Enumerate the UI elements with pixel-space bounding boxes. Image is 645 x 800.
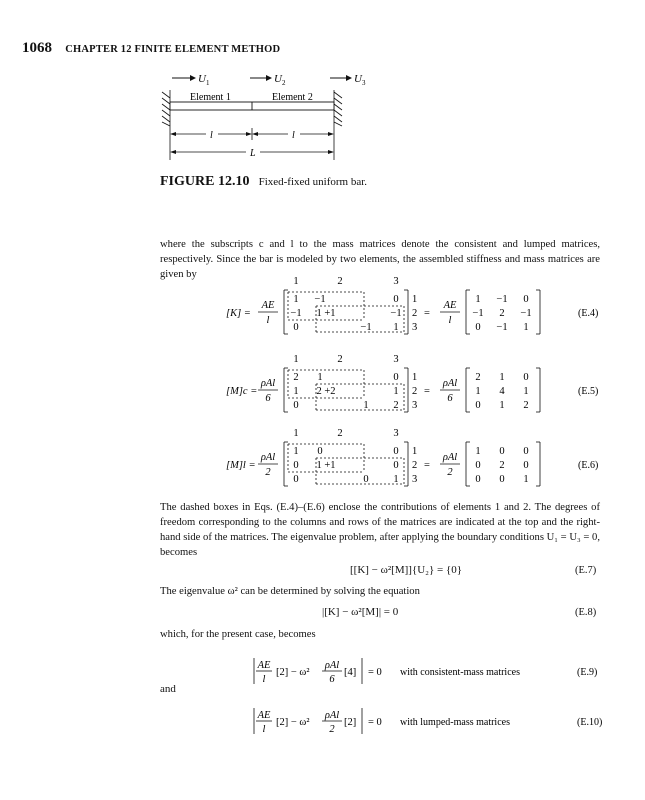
caption-text: Fixed-fixed uniform bar. bbox=[258, 176, 368, 188]
matrix-entry: 1 bbox=[293, 294, 299, 305]
rhs-entry: 0 bbox=[523, 460, 529, 471]
matrix-entry: 1 bbox=[293, 446, 299, 457]
matrix-entry: 0 bbox=[317, 446, 323, 457]
eq-label: (E.6) bbox=[578, 460, 599, 471]
col-index: 3 bbox=[393, 428, 399, 439]
matrix-entry: −1 bbox=[290, 308, 302, 319]
u2-arrow bbox=[250, 73, 286, 87]
matrix-entry: 1 bbox=[293, 386, 299, 397]
rhs-coef-den: 2 bbox=[447, 467, 453, 478]
matrix-entry: 0 bbox=[293, 460, 299, 471]
matrix-entry: 1 bbox=[393, 474, 399, 485]
dim-l2: l bbox=[292, 130, 295, 141]
det-term: [2] − ω² bbox=[276, 717, 310, 728]
u2-label: U bbox=[274, 73, 282, 85]
element2-label: Element 2 bbox=[272, 92, 313, 103]
col-index: 3 bbox=[393, 276, 399, 287]
matrix-lhs: [K] = bbox=[226, 308, 251, 319]
dim-L: L bbox=[250, 148, 256, 159]
rhs-coef-num: ρAl bbox=[442, 452, 458, 463]
and-word: and bbox=[160, 683, 176, 695]
det-note: with consistent-mass matrices bbox=[400, 667, 520, 678]
matrix-entry: 2 +2 bbox=[316, 386, 336, 397]
coef-den: 2 bbox=[265, 467, 271, 478]
coef-num: ρAl bbox=[260, 452, 276, 463]
rhs-entry: 1 bbox=[475, 294, 481, 305]
det-num2: ρAl bbox=[324, 710, 340, 721]
u3-arrow bbox=[330, 73, 366, 87]
det-label: (E.10) bbox=[577, 717, 603, 728]
rhs-entry: 0 bbox=[523, 446, 529, 457]
bar-figure bbox=[150, 68, 370, 170]
matrix-lhs: [M]c = bbox=[226, 386, 258, 397]
eq8: |[K] − ω²[M]| = 0 bbox=[322, 606, 399, 618]
row-index: 3 bbox=[412, 400, 418, 411]
paragraph-2: The dashed boxes in Eqs. (E.4)–(E.6) enclose the contributions of elements 1 and 2. The degrees of freedom corresponding to the columns and rows of the matrices are indicated at the top and the right-hand side of the matrices. The eigenvalue problem, after applying the boundary conditions U₁ = U₃ = 0, becomes bbox=[160, 502, 600, 558]
col-index: 2 bbox=[337, 276, 343, 287]
rhs-entry: 1 bbox=[523, 474, 529, 485]
matrix-entry: 0 bbox=[293, 400, 299, 411]
matrix-entry: 1 +1 bbox=[316, 460, 336, 471]
rhs-coef-den: l bbox=[448, 315, 452, 326]
rhs-entry: 0 bbox=[475, 460, 481, 471]
det-den2: 2 bbox=[329, 724, 335, 735]
dim-l1: l bbox=[210, 130, 213, 141]
equals: = bbox=[424, 460, 430, 471]
det-term: [2] − ω² bbox=[276, 667, 310, 678]
matrix-entry: 1 bbox=[393, 386, 399, 397]
det-den: l bbox=[262, 724, 266, 735]
equals: = bbox=[424, 386, 430, 397]
det-den2: 6 bbox=[329, 674, 335, 685]
eq7-label: (E.7) bbox=[575, 565, 597, 576]
det-eq: = 0 bbox=[368, 717, 382, 728]
eq7: [[K] − ω²[M]]{U₂} = {0} bbox=[350, 564, 463, 576]
col-index: 2 bbox=[337, 428, 343, 439]
paragraph-4: which, for the present case, becomes bbox=[160, 629, 316, 640]
matrix-entry: 0 bbox=[393, 446, 399, 457]
rhs-entry: 0 bbox=[499, 474, 505, 485]
matrix-entry: 1 +1 bbox=[316, 308, 336, 319]
rhs-entry: 1 bbox=[523, 386, 529, 397]
page-number: 1068 bbox=[22, 40, 52, 56]
rhs-entry: 1 bbox=[499, 372, 505, 383]
det-num2: ρAl bbox=[324, 660, 340, 671]
coef-den: 6 bbox=[265, 393, 271, 404]
rhs-entry: 0 bbox=[475, 474, 481, 485]
svg-text:1: 1 bbox=[206, 79, 210, 87]
rhs-entry: 0 bbox=[523, 294, 529, 305]
figure-caption bbox=[160, 174, 367, 190]
rhs-coef-num: ρAl bbox=[442, 378, 458, 389]
col-index: 3 bbox=[393, 354, 399, 365]
coef-num: AE bbox=[261, 300, 275, 311]
eq8-label: (E.8) bbox=[575, 607, 597, 618]
matrix-equations bbox=[150, 272, 610, 492]
rhs-entry: 2 bbox=[523, 400, 529, 411]
rhs-coef-den: 6 bbox=[447, 393, 453, 404]
matrix-entry: −1 bbox=[360, 322, 372, 333]
det-term2: [4] bbox=[344, 667, 357, 678]
matrix-entry: −1 bbox=[390, 308, 402, 319]
running-header bbox=[22, 40, 280, 57]
matrix-entry: −1 bbox=[314, 294, 326, 305]
rhs-entry: 0 bbox=[499, 446, 505, 457]
matrix-lhs: [M]l = bbox=[226, 460, 256, 471]
matrix-entry: 1 bbox=[363, 400, 369, 411]
matrix-entry: 0 bbox=[393, 372, 399, 383]
row-index: 3 bbox=[412, 474, 418, 485]
matrix-entry: 0 bbox=[293, 474, 299, 485]
right-wall bbox=[334, 90, 342, 126]
rhs-entry: −1 bbox=[520, 308, 532, 319]
matrix-entry: 0 bbox=[363, 474, 369, 485]
det-label: (E.9) bbox=[577, 667, 598, 678]
rhs-entry: 0 bbox=[523, 372, 529, 383]
u1-label: U bbox=[198, 73, 206, 85]
paragraph-1: where the subscripts c and l to the mass matrices denote the consistent and lumped matrices, respectively. Since the bar is modeled by two elements, the assembled stiffness and mass matrices are given by bbox=[160, 239, 600, 280]
rhs-entry: −1 bbox=[496, 294, 508, 305]
svg-text:3: 3 bbox=[362, 79, 366, 87]
row-index: 2 bbox=[412, 308, 418, 319]
rhs-entry: 1 bbox=[475, 446, 481, 457]
row-index: 3 bbox=[412, 322, 418, 333]
det-den: l bbox=[262, 674, 266, 685]
rhs-entry: 1 bbox=[499, 400, 505, 411]
row-index: 1 bbox=[412, 372, 418, 383]
row-index: 1 bbox=[412, 446, 418, 457]
rhs-entry: −1 bbox=[472, 308, 484, 319]
det-num: AE bbox=[257, 710, 271, 721]
row-index: 2 bbox=[412, 386, 418, 397]
matrix-entry: 1 bbox=[393, 322, 399, 333]
det-num: AE bbox=[257, 660, 271, 671]
coef-den: l bbox=[266, 315, 270, 326]
element1-label: Element 1 bbox=[190, 92, 231, 103]
row-index: 1 bbox=[412, 294, 418, 305]
eq-label: (E.5) bbox=[578, 386, 599, 397]
det-term2: [2] bbox=[344, 717, 357, 728]
rhs-entry: 1 bbox=[475, 386, 481, 397]
paragraph-3: The eigenvalue ω² can be determined by solving the equation bbox=[160, 586, 420, 597]
rhs-entry: 2 bbox=[475, 372, 481, 383]
det-note: with lumped-mass matrices bbox=[400, 717, 510, 728]
col-index: 1 bbox=[293, 354, 299, 365]
caption-label: FIGURE 12.10 bbox=[160, 174, 250, 189]
matrix-entry: 2 bbox=[393, 400, 399, 411]
left-wall bbox=[162, 90, 170, 126]
eq-label: (E.4) bbox=[578, 308, 599, 319]
matrix-entry: 0 bbox=[393, 294, 399, 305]
matrix-entry: 0 bbox=[293, 322, 299, 333]
row-index: 2 bbox=[412, 460, 418, 471]
rhs-entry: 2 bbox=[499, 308, 505, 319]
matrix-entry: 0 bbox=[393, 460, 399, 471]
matrix-entry: 2 bbox=[293, 372, 299, 383]
rhs-coef-num: AE bbox=[443, 300, 457, 311]
rhs-entry: 2 bbox=[499, 460, 505, 471]
rhs-entry: 0 bbox=[475, 322, 481, 333]
determinant-equations bbox=[240, 650, 620, 740]
equals: = bbox=[424, 308, 430, 319]
chapter-title: CHAPTER 12 FINITE ELEMENT METHOD bbox=[65, 44, 281, 55]
u1-arrow bbox=[172, 73, 210, 87]
det-eq: = 0 bbox=[368, 667, 382, 678]
rhs-entry: −1 bbox=[496, 322, 508, 333]
coef-num: ρAl bbox=[260, 378, 276, 389]
u3-label: U bbox=[354, 73, 362, 85]
col-index: 1 bbox=[293, 428, 299, 439]
matrix-entry: 1 bbox=[317, 372, 323, 383]
rhs-entry: 1 bbox=[523, 322, 529, 333]
svg-text:2: 2 bbox=[282, 79, 286, 87]
rhs-entry: 0 bbox=[475, 400, 481, 411]
rhs-entry: 4 bbox=[499, 386, 505, 397]
col-index: 2 bbox=[337, 354, 343, 365]
col-index: 1 bbox=[293, 276, 299, 287]
